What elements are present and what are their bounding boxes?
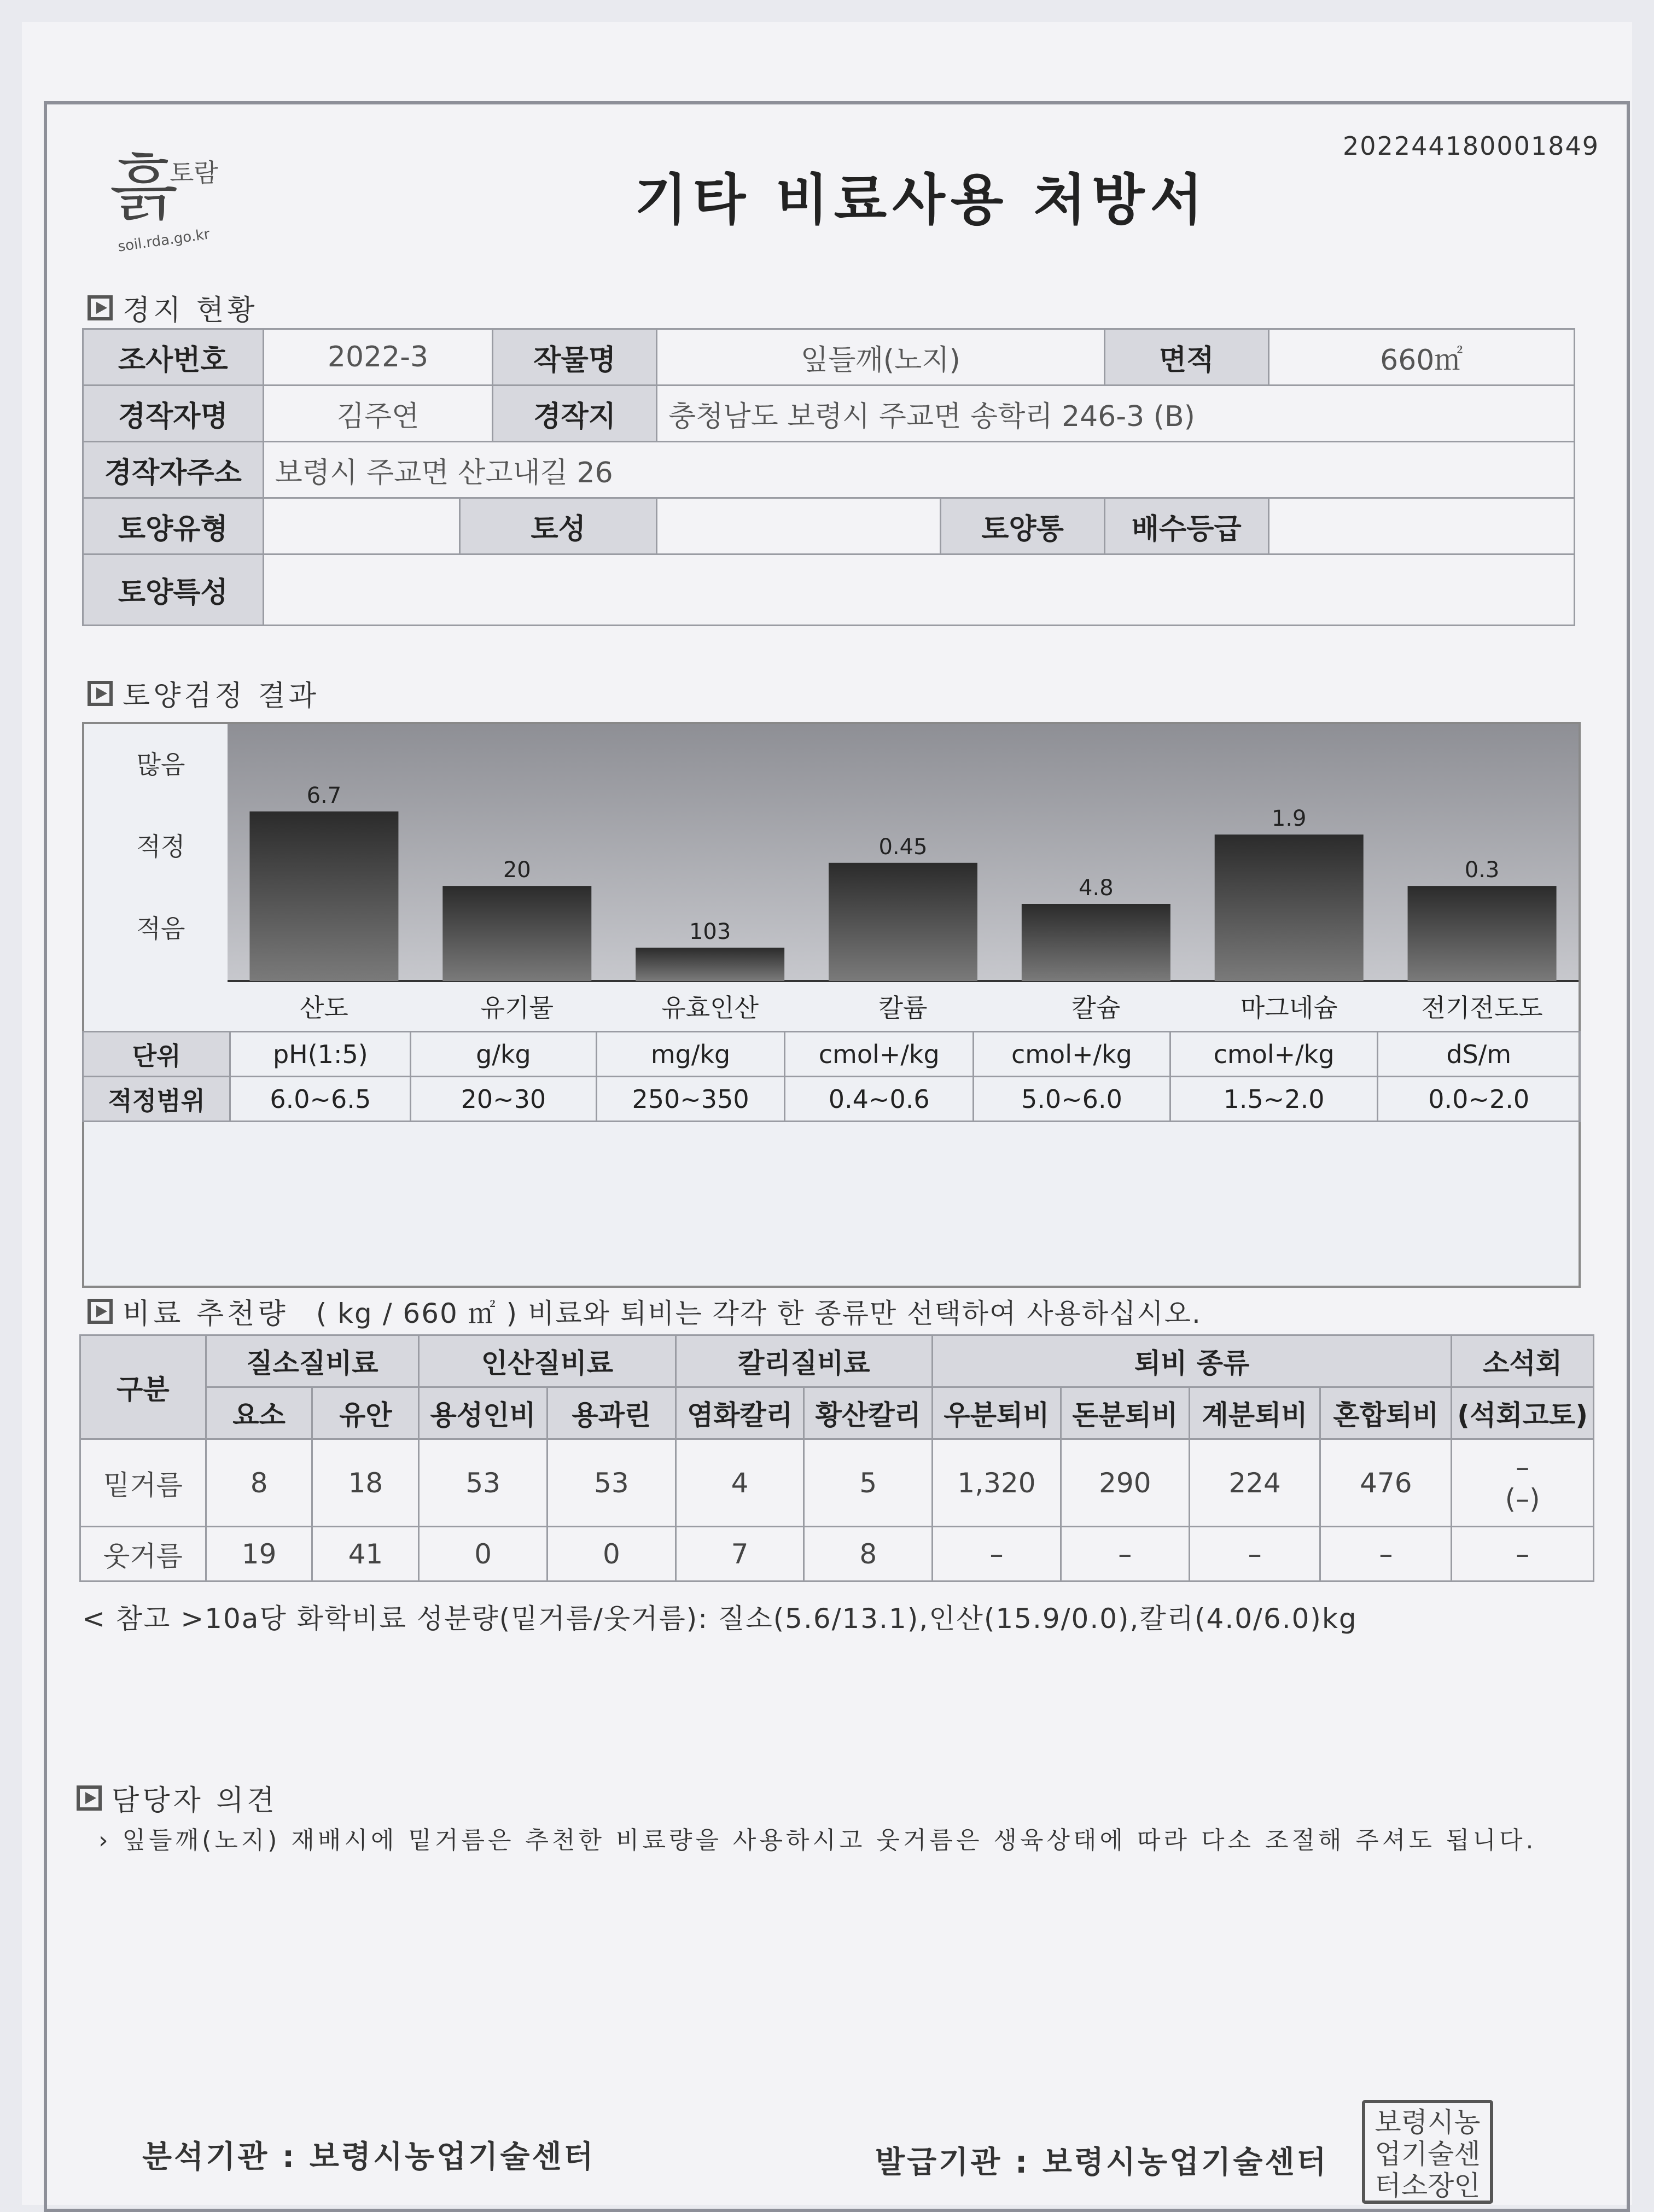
bar-value-label: 103 xyxy=(689,919,731,944)
bar-value-label: 4.8 xyxy=(1079,876,1114,901)
texture-label: 토성 xyxy=(460,498,657,555)
location-value: 충청남도 보령시 주교면 송학리 246-3 (B) xyxy=(656,386,1574,442)
range-cell: 0.4~0.6 xyxy=(785,1077,974,1122)
section-arrow-icon xyxy=(77,1785,102,1811)
table-cell: – xyxy=(1061,1527,1189,1581)
table-cell: 8 xyxy=(206,1439,312,1527)
category-label: 전기전도도 xyxy=(1421,993,1543,1023)
unit-cell: cmol+/kg xyxy=(785,1032,974,1077)
row-label: 밑거름 xyxy=(80,1439,206,1527)
farmer-value: 김주연 xyxy=(263,386,493,442)
farmer-label: 경작자명 xyxy=(83,386,264,442)
drainage-label: 배수등급 xyxy=(1104,498,1268,555)
level-label: 많음 xyxy=(136,750,185,779)
soil-char-label: 토양특성 xyxy=(83,555,264,626)
group-phosphate: 인산질비료 xyxy=(419,1335,675,1387)
section-arrow-icon xyxy=(88,295,113,320)
col-header: 황산칼리 xyxy=(804,1387,933,1439)
bar xyxy=(1408,886,1557,981)
opinion-body: 잎들깨(노지) 재배시에 밑거름은 추천한 비료량을 사용하시고 웃거름은 생육상태에 따라 다소 조절해 주셔도 됩니다. xyxy=(122,1826,1537,1854)
table-cell: 0 xyxy=(419,1527,548,1581)
table-cell: 53 xyxy=(547,1439,675,1527)
bar-value-label: 6.7 xyxy=(306,783,342,808)
range-cell: 20~30 xyxy=(411,1077,597,1122)
logo-url: soil.rda.go.kr xyxy=(117,226,211,255)
lime-extra: (–) xyxy=(1505,1483,1540,1515)
official-seal-stamp: 보령시농 업기술센 터소장인 xyxy=(1362,2100,1493,2204)
field-status-table xyxy=(82,328,1575,626)
section-arrow-icon xyxy=(88,1299,113,1324)
table-cell: 476 xyxy=(1320,1439,1452,1527)
table-cell: 19 xyxy=(206,1527,312,1581)
section-soil-test-title: 토양검정 결과 xyxy=(123,680,319,713)
category-label: 칼슘 xyxy=(1071,993,1121,1023)
group-nitrogen: 질소질비료 xyxy=(206,1335,419,1387)
row-label: 웃거름 xyxy=(80,1527,206,1581)
group-lime: 소석회 xyxy=(1452,1335,1594,1387)
soil-type-value xyxy=(263,498,460,555)
bar-value-label: 20 xyxy=(503,857,531,883)
table-cell: 8 xyxy=(804,1527,933,1581)
col-header: 염화칼리 xyxy=(675,1387,804,1439)
col-header: 돈분퇴비 xyxy=(1061,1387,1189,1439)
bar xyxy=(442,886,591,981)
soil-test-chart xyxy=(82,722,1581,1288)
unit-cell: mg/kg xyxy=(596,1032,785,1077)
issuing-agency: 발급기관 : 보령시농업기술센터 xyxy=(875,2145,1329,2180)
col-header: 용과린 xyxy=(547,1387,675,1439)
bar xyxy=(249,812,398,981)
table-cell: – xyxy=(1320,1527,1452,1581)
location-label: 경작지 xyxy=(493,386,657,442)
bar-value-label: 1.9 xyxy=(1271,806,1307,832)
range-cell: 0.0~2.0 xyxy=(1378,1077,1580,1122)
section-opinion xyxy=(77,1777,278,1818)
table-cell: 4 xyxy=(675,1439,804,1527)
section-opinion-title: 담당자 의견 xyxy=(112,1784,278,1817)
table-cell: 5 xyxy=(804,1439,933,1527)
table-cell: 7 xyxy=(675,1527,804,1581)
crop-label: 작물명 xyxy=(493,329,657,386)
fertilizer-reference: < 참고 >10a당 화학비료 성분량(밑거름/웃거름): 질소(5.6/13.1),인산(15.9/0.0),칼리(4.0/6.0)kg xyxy=(82,1603,1358,1635)
section-field-status-title: 경지 현황 xyxy=(123,294,258,327)
soil-group-label: 토양통 xyxy=(941,498,1105,555)
range-label: 적정범위 xyxy=(83,1077,230,1122)
table-cell: 1,320 xyxy=(933,1439,1061,1527)
table-cell: – xyxy=(933,1527,1061,1581)
bar-value-label: 0.3 xyxy=(1464,857,1500,883)
table-cell: – xyxy=(1452,1527,1594,1581)
unit-cell: cmol+/kg xyxy=(974,1032,1170,1077)
level-label: 적음 xyxy=(136,914,185,943)
col-header: 혼합퇴비 xyxy=(1320,1387,1452,1439)
unit-cell: cmol+/kg xyxy=(1170,1032,1378,1077)
unit-label: 단위 xyxy=(83,1032,230,1077)
soil-char-value xyxy=(263,555,1574,626)
section-field-status xyxy=(88,287,258,328)
table-row xyxy=(80,1527,1594,1581)
section-fertilizer xyxy=(88,1291,1202,1332)
opinion-text xyxy=(98,1826,1564,1855)
analysis-agency: 분석기관 : 보령시농업기술센터 xyxy=(142,2139,596,2175)
chevron-right-icon: › xyxy=(98,1826,123,1854)
table-cell: 290 xyxy=(1061,1439,1189,1527)
category-label: 마그네슘 xyxy=(1240,993,1338,1023)
logo-subtext: 토람 xyxy=(170,158,218,188)
col-group-label: 구분 xyxy=(80,1335,206,1439)
document-title: 기타 비료사용 처방서 xyxy=(634,168,1209,232)
range-cell: 5.0~6.0 xyxy=(974,1077,1170,1122)
section-arrow-icon xyxy=(88,681,113,706)
col-header: 요소 xyxy=(206,1387,312,1439)
table-cell: 224 xyxy=(1189,1439,1320,1527)
table-row xyxy=(80,1439,1594,1527)
survey-no-label: 조사번호 xyxy=(83,329,264,386)
bar-value-label: 0.45 xyxy=(878,834,928,860)
col-header: 유안 xyxy=(312,1387,419,1439)
table-cell: – xyxy=(1189,1527,1320,1581)
col-header: 용성인비 xyxy=(419,1387,548,1439)
lime-value: – xyxy=(1516,1451,1530,1483)
fertilizer-unit-note: ( kg / 660 ㎡ ) 비료와 퇴비는 각각 한 종류만 선택하여 사용하십시오. xyxy=(316,1297,1202,1329)
texture-value xyxy=(656,498,940,555)
lime-cell xyxy=(1452,1439,1594,1527)
table-cell: 0 xyxy=(547,1527,675,1581)
group-compost: 퇴비 종류 xyxy=(933,1335,1452,1387)
unit-cell: g/kg xyxy=(411,1032,597,1077)
bar xyxy=(636,948,784,981)
unit-cell: pH(1:5) xyxy=(230,1032,411,1077)
col-header: 계분퇴비 xyxy=(1189,1387,1320,1439)
bar xyxy=(1022,904,1170,981)
group-potash: 칼리질비료 xyxy=(675,1335,932,1387)
area-value: 660㎡ xyxy=(1268,329,1574,386)
category-label: 유효인산 xyxy=(661,993,759,1023)
range-cell: 1.5~2.0 xyxy=(1170,1077,1378,1122)
logo-text: 흙 xyxy=(109,147,178,230)
bar xyxy=(829,863,977,981)
range-cell: 6.0~6.5 xyxy=(230,1077,411,1122)
bar xyxy=(1215,834,1364,981)
crop-value: 잎들깨(노지) xyxy=(656,329,1104,386)
soil-logo-icon xyxy=(104,131,230,257)
address-value: 보령시 주교면 산고내길 26 xyxy=(263,442,1574,498)
soil-type-label: 토양유형 xyxy=(83,498,264,555)
table-cell: 53 xyxy=(419,1439,548,1527)
category-label: 칼륨 xyxy=(878,993,928,1023)
soil-chart-svg xyxy=(84,724,1579,1286)
unit-cell: dS/m xyxy=(1378,1032,1580,1077)
section-soil-test xyxy=(88,673,319,714)
section-fertilizer-title: 비료 추천량 xyxy=(123,1298,289,1330)
table-cell: 18 xyxy=(312,1439,419,1527)
category-label: 산도 xyxy=(299,993,348,1023)
category-label: 유기물 xyxy=(480,993,554,1023)
level-label: 적정 xyxy=(136,832,185,861)
survey-no-value: 2022-3 xyxy=(263,329,493,386)
fertilizer-table xyxy=(79,1334,1594,1582)
range-cell: 250~350 xyxy=(596,1077,785,1122)
area-label: 면적 xyxy=(1104,329,1268,386)
soil-units-table xyxy=(82,1031,1581,1122)
document-number: 202244180001849 xyxy=(1343,131,1599,161)
lime-sub-header: (석회고토) xyxy=(1452,1387,1594,1439)
col-header: 우분퇴비 xyxy=(933,1387,1061,1439)
drainage-value xyxy=(1268,498,1574,555)
address-label: 경작자주소 xyxy=(83,442,264,498)
table-cell: 41 xyxy=(312,1527,419,1581)
